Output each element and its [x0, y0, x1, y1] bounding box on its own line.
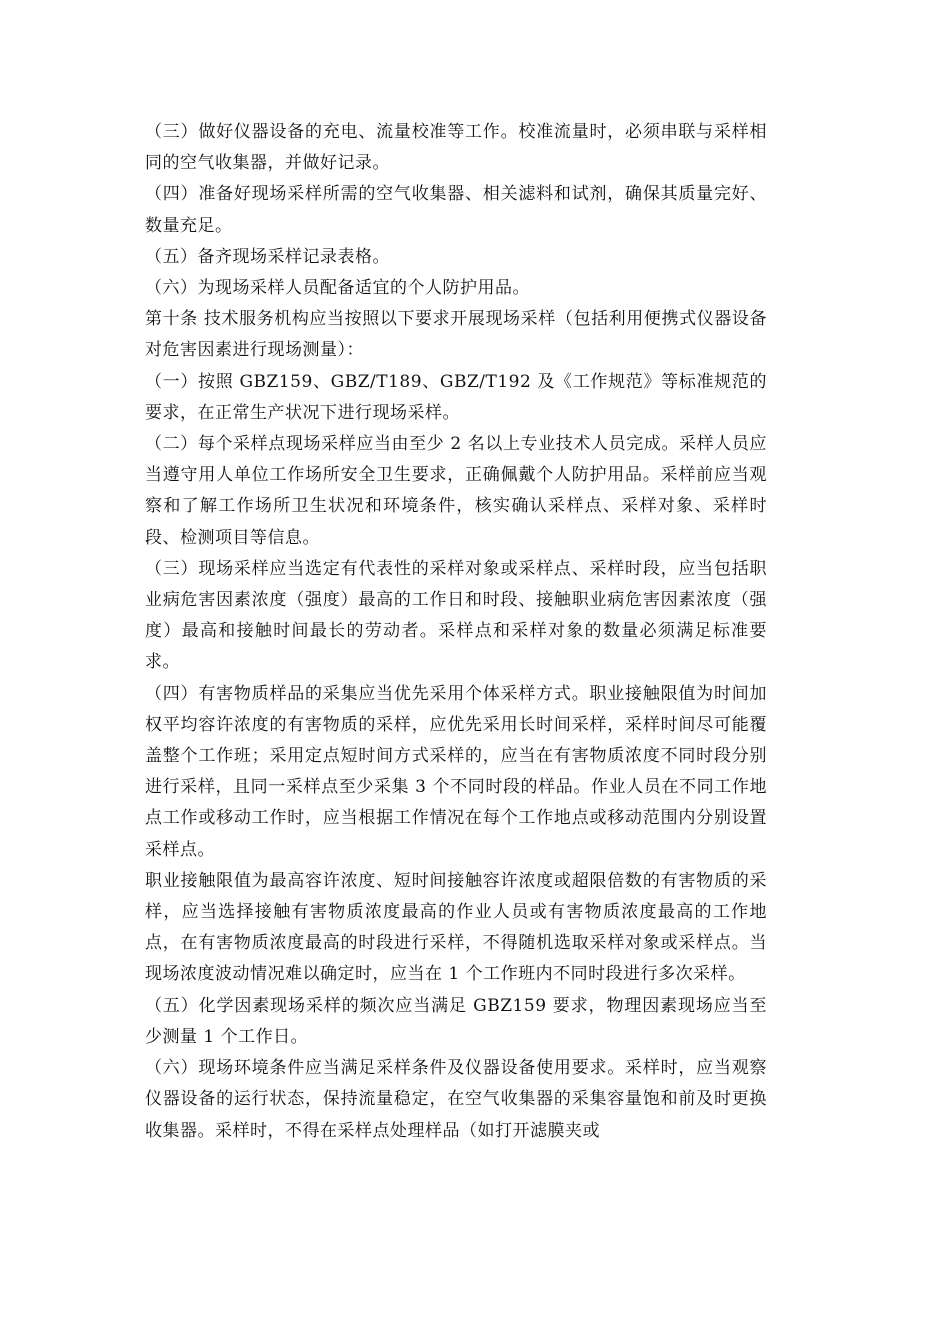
paragraph-item-5-record-forms: （五）备齐现场采样记录表格。	[145, 246, 390, 267]
paragraph-item-4-individual-sampling: （四）有害物质样品的采集应当优先采用个体采样方式。职业接触限值为时间加权平均容许浓度的有害物质的采样，应优先采用长时间采样，采样时间尽可能覆盖整个工作班；采用定点短时间方式采样的，应当在有害物质浓度不同时段分别进行采样，且同一采样点至少采集 3 个不同时段的样品。作业人员在不同工作地点工作或移动工作时，应当根据工作情况在每个工作地点或移动范围内分别设置采样点。	[145, 683, 767, 860]
paragraph-peak-concentration: 职业接触限值为最高容许浓度、短时间接触容许浓度或超限倍数的有害物质的采样，应当选择接触有害物质浓度最高的作业人员或有害物质浓度最高的工作地点，在有害物质浓度最高的时段进行采样，不得随机选取采样对象或采样点。当现场浓度波动情况难以确定时，应当在 1 个工作班内不同时段进行多次采样。	[145, 870, 767, 985]
paragraph-item-4-collectors: （四）准备好现场采样所需的空气收集器、相关滤料和试剂，确保其质量完好、数量充足。	[145, 184, 767, 236]
paragraph-item-3-representative: （三）现场采样应当选定有代表性的采样对象或采样点、采样时段，应当包括职业病危害因素浓度（强度）最高的工作日和时段、接触职业病危害因素浓度（强度）最高和接触时间最长的劳动者。采样点和采样对象的数量必须满足标准要求。	[145, 558, 767, 673]
paragraph-item-5-frequency: （五）化学因素现场采样的频次应当满足 GBZ159 要求，物理因素现场应当至少测量 1 个工作日。	[145, 995, 767, 1047]
paragraph-item-3-charging: （三）做好仪器设备的充电、流量校准等工作。校准流量时，必须串联与采样相同的空气收集器，并做好记录。	[145, 122, 767, 174]
paragraph-item-6-environment: （六）现场环境条件应当满足采样条件及仪器设备使用要求。采样时，应当观察仪器设备的运行状态，保持流量稳定，在空气收集器的采集容量饱和前及时更换收集器。采样时，不得在采样点处理样品（如打开滤膜夹或	[145, 1058, 767, 1141]
document-page	[145, 117, 767, 1147]
paragraph-item-1-standards: （一）按照 GBZ159、GBZ/T189、GBZ/T192 及《工作规范》等标准规范的要求，在正常生产状况下进行现场采样。	[145, 371, 767, 423]
paragraph-item-6-protective-gear: （六）为现场采样人员配备适宜的个人防护用品。	[145, 278, 530, 299]
paragraph-item-2-staff: （二）每个采样点现场采样应当由至少 2 名以上专业技术人员完成。采样人员应当遵守用人单位工作场所安全卫生要求，正确佩戴个人防护用品。采样前应当观察和了解工作场所卫生状况和环境条件，核实确认采样点、采样对象、采样时段、检测项目等信息。	[145, 434, 767, 548]
article-10-heading-paragraph: 第十条 技术服务机构应当按照以下要求开展现场采样（包括利用便携式仪器设备对危害因素进行现场测量）：	[145, 309, 767, 361]
